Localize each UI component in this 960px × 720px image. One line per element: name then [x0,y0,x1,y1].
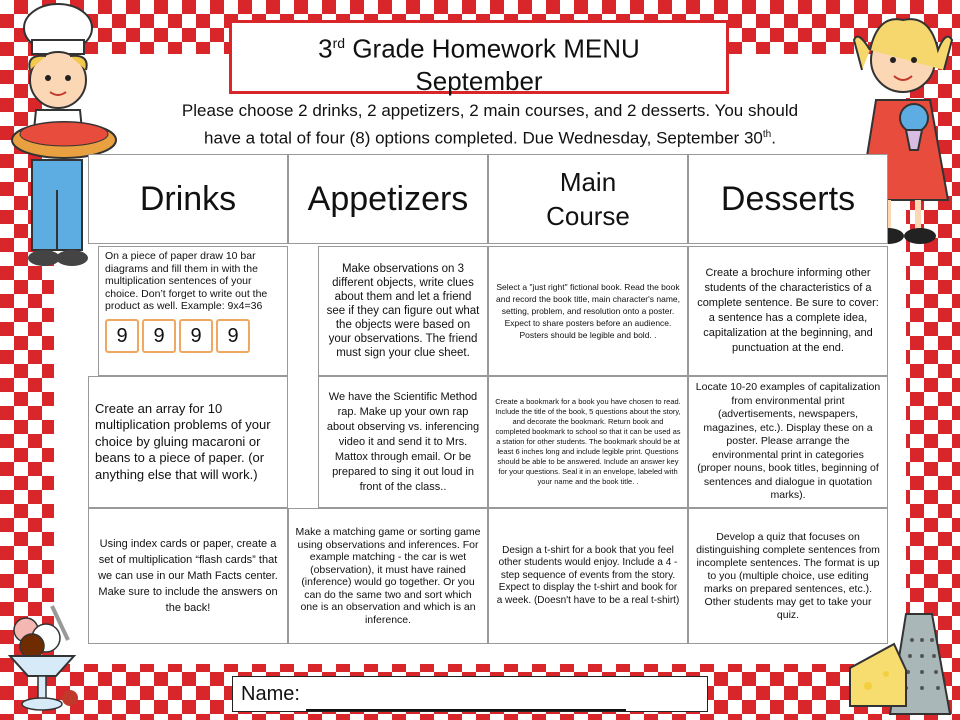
bar-diagram-box: 9 [105,319,139,353]
appetizers-option-1: Make observations on 3 different objects, write clues about them and let a friend see if they can figure out what the objects were based on your observations. The friend must sign your clue sheet. [318,246,488,376]
drinks-option-3: Using index cards or paper, create a set of multiplication “flash cards” that we can use in our Math Facts center. Make sure to include the answers on the back! [88,508,288,644]
drinks-option-2: Create an array for 10 multiplication problems of your choice by gluing macaroni or beans to a piece of paper. (or anything else that will work.) [88,376,288,508]
appetizers-option-3: Make a matching game or sorting game using observations and inferences. For example matching - the car is wet (observation), it must have rained (inference) would go together. Or you can do the same two and sort which one is an observation and which is an inference. [288,508,488,644]
appetizers-option-2: We have the Scientific Method rap. Make up your own rap about observing vs. inferencing video it and send it to Mrs. Mattox through email. Or be prepared to sing it out loud in front of the class.. [318,376,488,508]
header-main-course: Main Course [488,154,688,244]
main-course-option-2: Create a bookmark for a book you have chosen to read. Include the title of the book, 5 questions about the story, and decorate the bookmark. Return book and completed bookmark to school so that it can be used as a station for other students. The bookmark should be at least 6 inches long and include legible print. Questions should be able to be answered. Include an answer key for your questions. Seal it in an envelope, labeled with your name and the book title. . [488,376,688,508]
menu-grid [88,154,888,644]
instructions: Please choose 2 drinks, 2 appetizers, 2 main courses, and 2 desserts. You should have a total of four (8) options completed. Due Wednesday, September 30th. [181,101,799,148]
bar-diagram-example [105,319,253,353]
name-field[interactable] [232,676,708,712]
name-blank-line[interactable] [306,687,626,711]
bar-diagram-box: 9 [142,319,176,353]
main-course-option-3: Design a t-shirt for a book that you feel other students would enjoy. Include a 4 -step sequence of events from the story. Expect to display the t-shirt and book for a week. (Doesn't have to be a real t-shirt) [488,508,688,644]
bar-diagram-box: 9 [179,319,213,353]
header-appetizers: Appetizers [288,154,488,244]
page-title: 3rd Grade Homework MENU September [229,20,729,94]
sundae-illustration [2,600,88,718]
desserts-option-3: Develop a quiz that focuses on distinguishing complete sentences from incomplete sentences. The format is up to you (multiple choice, use editing marks on prepared sentences, etc.). Other students may get to take your quiz. [688,508,888,644]
main-course-option-1: Select a "just right" fictional book. Read the book and record the book title, main character's name, setting, problem, and resolution onto a poster. Expect to share posters before an audience. Posters should be legible and bold. . [488,246,688,376]
header-drinks: Drinks [88,154,288,244]
desserts-option-2: Locate 10-20 examples of capitalization from environmental print (advertisements, newspapers, magazines, etc.). Display these on a poster. Please arrange the environmental print in categories (proper nouns, book titles, beginning of sentences and dialogue in quotation marks). [688,376,888,508]
desserts-option-1: Create a brochure informing other students of the characteristics of a complete sentence. Be sure to cover: a sentence has a complete idea, capitalization at the beginning, and punctuation at the end. [688,246,888,376]
header-desserts: Desserts [688,154,888,244]
bar-diagram-box: 9 [216,319,250,353]
drinks-option-1: On a piece of paper draw 10 bar diagrams and fill them in with the multiplication sentences of your choice. Don’t forget to write out the product as well. Example: 9x4=36 9 9 9 9 [98,246,288,376]
name-label: Name: [241,683,300,705]
